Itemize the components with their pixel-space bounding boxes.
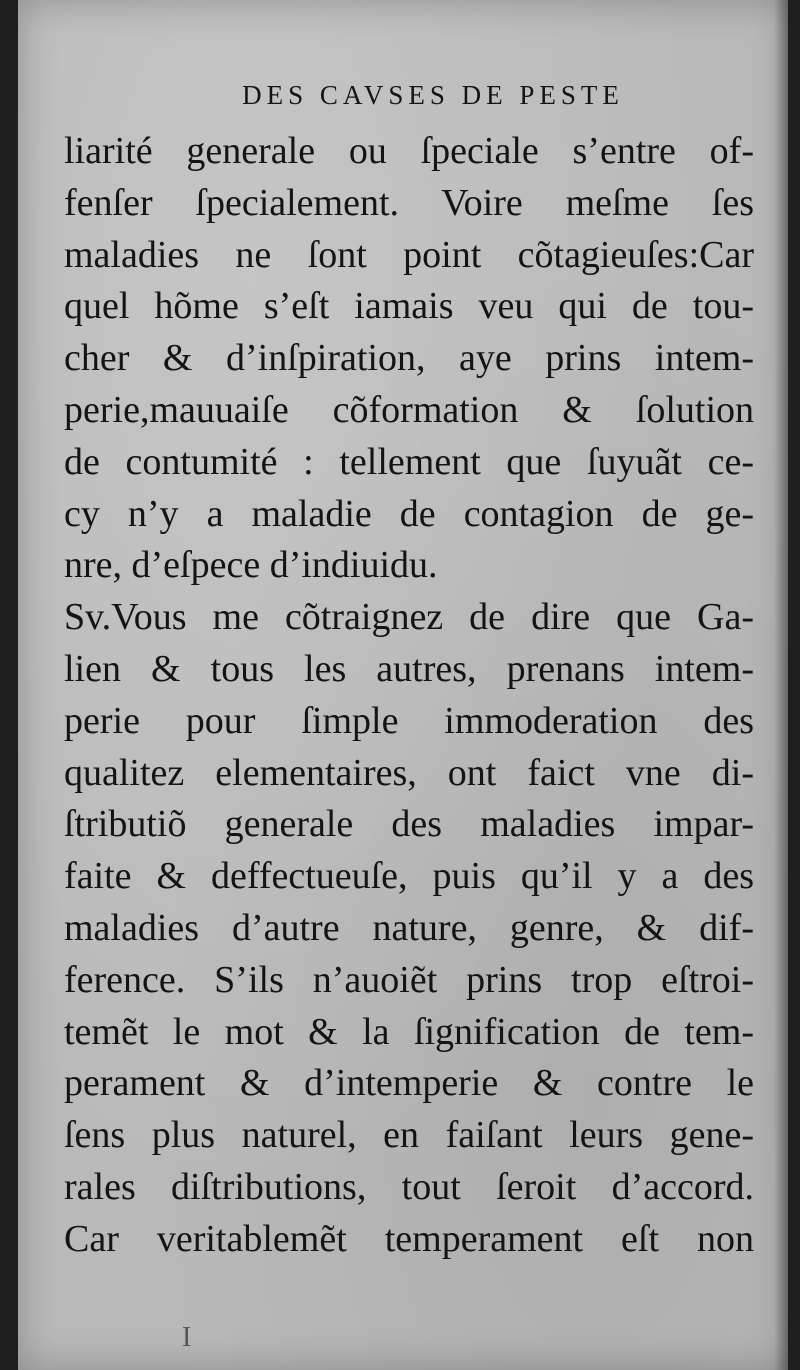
text-line: fenſer ſpecialement. Voire meſme ſes [64, 181, 754, 224]
text-line: ſtributiõ generale des maladies impar- [64, 803, 754, 846]
text-line: maladies ne ſont point cõtagieuſes:Car [64, 233, 754, 276]
signature-mark: I [182, 1322, 192, 1353]
text-line: faite & deffectueuſe, puis qu’il y a des [64, 855, 754, 898]
text-line: lien & tous les autres, prenans intem- [64, 647, 754, 690]
book-page [18, 0, 788, 1370]
text-line: liarité generale ou ſpeciale s’entre of- [64, 130, 754, 172]
text-line: nre, d’eſpece d’indiuidu. [64, 544, 438, 587]
page-body-text [64, 126, 754, 1266]
text-line: Car veritablemẽt temperament eſt non [64, 1217, 754, 1260]
text-line: quel hõme s’eſt iamais veu qui de tou- [64, 285, 754, 328]
text-line: qualitez elementaires, ont faict vne di- [64, 751, 754, 794]
text-line: maladies d’autre nature, genre, & dif- [64, 906, 754, 949]
text-line: temẽt le mot & la ſignification de tem- [64, 1010, 754, 1053]
text-line: Sv.Vous me cõtraignez de dire que Ga- [64, 596, 754, 639]
text-line: cy n’y a maladie de contagion de ge- [64, 492, 754, 535]
text-line: ſens plus naturel, en faiſant leurs gene- [64, 1114, 754, 1157]
text-line: perie,mauuaiſe cõformation & ſolution [64, 388, 754, 431]
text-line: perament & d’intemperie & contre le [64, 1062, 754, 1105]
text-line: perie pour ſimple immoderation des [64, 699, 754, 742]
running-head: DES CAVSES DE PESTE [242, 80, 624, 110]
text-line: cher & d’inſpiration, aye prins intem- [64, 337, 754, 380]
text-line: rales diſtributions, tout ſeroit d’accord. [64, 1165, 754, 1208]
text-line: ference. S’ils n’auoiẽt prins trop eſtroi- [64, 958, 754, 1001]
text-line: de contumité : tellement que ſuyuãt ce- [64, 440, 754, 483]
